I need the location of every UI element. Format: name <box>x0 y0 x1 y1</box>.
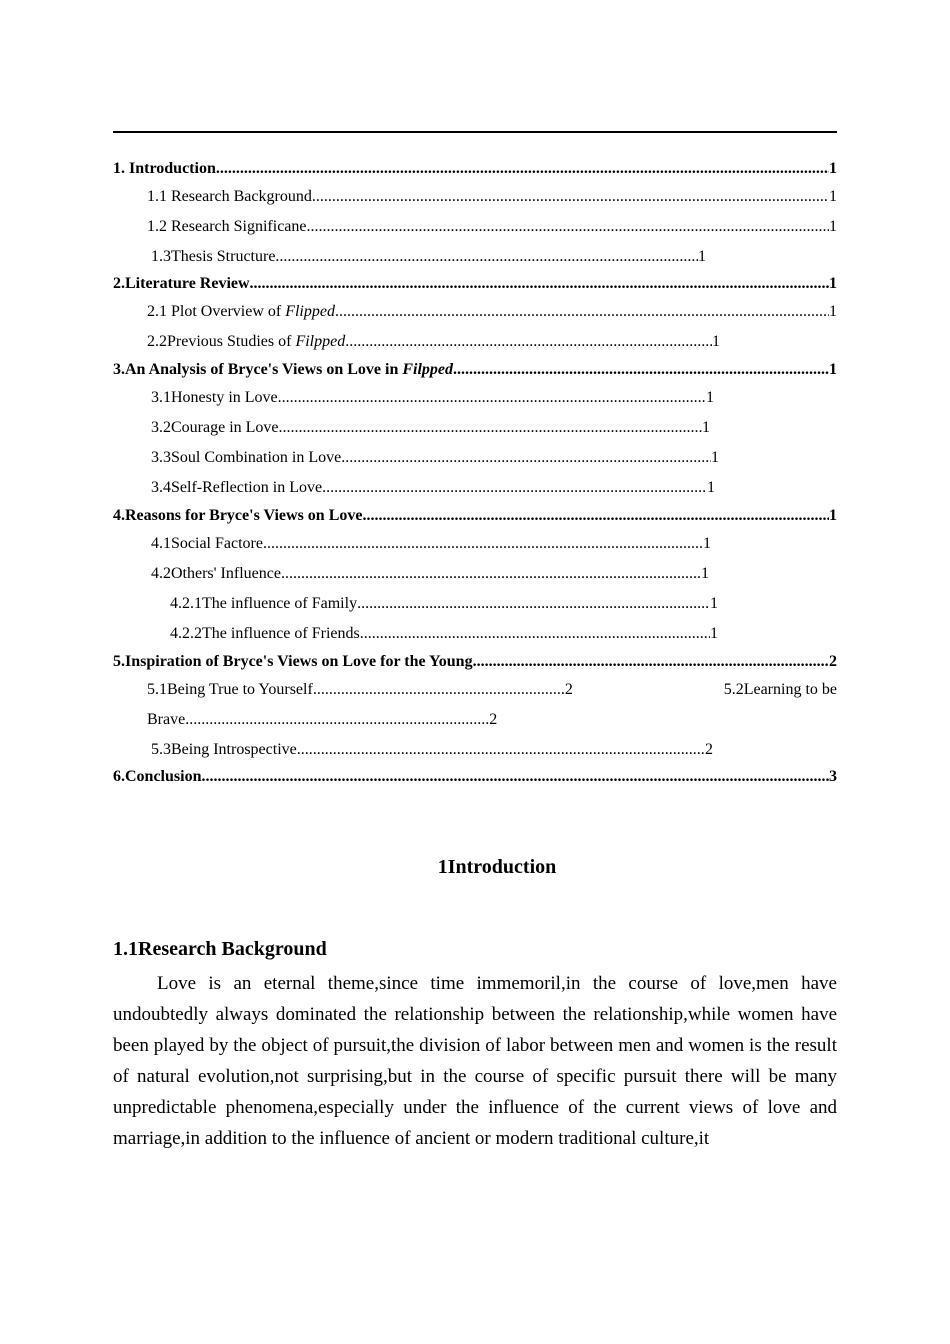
toc-entry[interactable]: 5.3Being Introspective ..... 2 <box>113 735 713 764</box>
toc-entry[interactable]: 1.2 Research Significane ..... 1 <box>113 211 837 242</box>
toc-entry[interactable]: 3.An Analysis of Bryce's Views on Love in Filpped ..... 1 <box>113 357 837 383</box>
toc-entry[interactable]: 6.Conclusion ..... 3 <box>113 764 837 790</box>
toc-entry[interactable]: 3.2Courage in Love ..... 1 <box>113 412 710 443</box>
table-of-contents <box>113 156 837 790</box>
toc-entry[interactable]: 2.Literature Review ..... 1 <box>113 271 837 297</box>
body-text <box>113 968 837 1154</box>
section-heading: 1.1Research Background <box>113 938 327 960</box>
toc-entry[interactable]: 3.3Soul Combination in Love ..... 1 <box>113 443 719 472</box>
toc-entry[interactable]: 2.1 Plot Overview of Flipped ..... 1 <box>113 297 837 326</box>
toc-entry[interactable]: 1. Introduction ..... 1 <box>113 156 837 182</box>
chapter-heading: 1Introduction <box>437 856 557 878</box>
toc-entry[interactable]: 2.2Previous Studies of Filpped ..... 1 <box>113 326 720 357</box>
toc-entry-wrapped[interactable]: 5.1Being True to Yourself...............................................................2 5.2Learning to be Brave............................................................................2 <box>147 681 837 728</box>
toc-entry[interactable]: 4.Reasons for Bryce's Views on Love ..... 1 <box>113 503 837 529</box>
toc-entry[interactable]: 4.1Social Factore ..... 1 <box>113 529 711 558</box>
toc-entry[interactable]: 3.4Self-Reflection in Love ..... 1 <box>113 472 715 503</box>
toc-entry[interactable]: 3.1Honesty in Love ..... 1 <box>113 383 714 412</box>
toc-entry[interactable]: 4.2.1The influence of Family ..... 1 <box>113 589 718 618</box>
paragraph: Love is an eternal theme,since time immemoril,in the course of love,men have undoubtedly always dominated the relationship between the relationship,while women have been played by the object of pursuit,the division of labor between men and women is the result of natural evolution,not surprising,but in the course of specific pursuit there will be many unpredictable phenomena,especially under the influence of the current views of love and marriage,in addition to the influence of ancient or modern traditional culture,it <box>113 973 837 1149</box>
header-rule <box>113 131 837 133</box>
toc-entry[interactable]: 4.2.2The influence of Friends ..... 1 <box>113 618 718 649</box>
toc-entry[interactable]: 5.Inspiration of Bryce's Views on Love for the Young ..... 2 <box>113 649 837 675</box>
toc-entry[interactable]: 4.2Others' Influence ..... 1 <box>113 558 709 589</box>
toc-entry[interactable]: 1.3Thesis Structure ..... 1 <box>113 242 706 271</box>
toc-entry[interactable]: 1.1 Research Background ..... 1 <box>113 182 837 211</box>
